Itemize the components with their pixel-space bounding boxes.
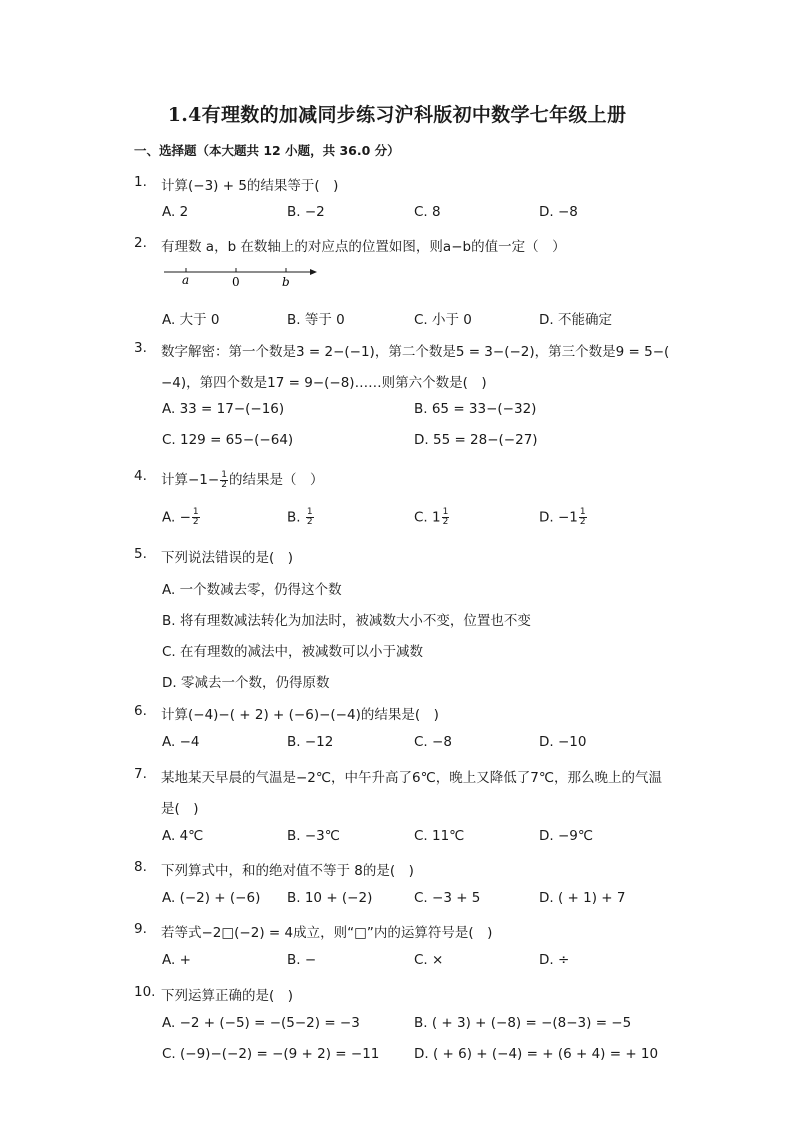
option-b: B. 10 + (−2) — [287, 890, 373, 906]
option-b: B. −12 — [287, 734, 334, 750]
option-d: D. 零减去一个数，仍得原数 — [162, 675, 330, 691]
question-number: 3. — [134, 340, 147, 356]
question-number: 5. — [134, 546, 147, 562]
question-text: 某地某天早晨的气温是−2℃，中午升高了6℃，晚上又降低了7℃，那么晚上的气温 — [161, 770, 663, 786]
fraction: $\frac{1}{2}$ — [442, 507, 449, 527]
question-text: 若等式−2□(−2) = 4成立，则“□”内的运算符号是( ) — [161, 925, 493, 941]
question-number: 2. — [134, 235, 147, 251]
option-d: D. ( + 1) + 7 — [539, 890, 626, 906]
option-c: C. 在有理数的减法中，被减数可以小于减数 — [162, 644, 424, 660]
question-text: 计算(−3) + 5的结果等于( ) — [161, 178, 339, 194]
option-d: D. ÷ — [539, 952, 570, 968]
option-a: A. + — [162, 952, 191, 968]
number-line-figure — [162, 262, 322, 292]
point-a-label: a — [182, 273, 190, 287]
fraction: $\frac{1}{2}$ — [579, 507, 586, 527]
question-number: 4. — [134, 468, 147, 484]
option-a: A. 33 = 17−(−16) — [162, 401, 285, 417]
question-text-continued: −4)，第四个数是17 = 9−(−8)……则第六个数是( ) — [161, 375, 487, 391]
option-d: D. −8 — [539, 204, 578, 220]
option-c: C. −8 — [414, 734, 452, 750]
option-a: A. −4 — [162, 734, 200, 750]
section-heading: 一、选择题（本大题共 12 小题，共 36.0 分） — [134, 143, 400, 158]
option-c: C. 8 — [414, 204, 441, 220]
fraction: $\frac{1}{2}$ — [192, 507, 199, 527]
option-a: A. (−2) + (−6) — [162, 890, 261, 906]
option-c: C. × — [414, 952, 444, 968]
question-text: 有理数 a，b 在数轴上的对应点的位置如图，则a−b的值一定（ ） — [161, 239, 566, 255]
option-c: C. 11℃ — [414, 828, 465, 844]
option-b: B. 将有理数减法转化为加法时，被减数大小不变，位置也不变 — [162, 613, 531, 629]
option-b: B. −3℃ — [287, 828, 340, 844]
question-number: 8. — [134, 859, 147, 875]
option-a: A. − $\frac{1}{2}$ — [162, 507, 199, 527]
option-d: D. −9℃ — [539, 828, 594, 844]
option-b: B. ( + 3) + (−8) = −(8−3) = −5 — [414, 1015, 632, 1031]
point-b-label: b — [282, 275, 290, 289]
question-number: 9. — [134, 921, 147, 937]
option-a: A. 一个数减去零，仍得这个数 — [162, 582, 342, 598]
question-number: 10. — [134, 984, 156, 1000]
option-c: C. (−9)−(−2) = −(9 + 2) = −11 — [162, 1046, 380, 1062]
option-b: B. $\frac{1}{2}$ — [287, 507, 313, 527]
point-zero-label: 0 — [232, 275, 240, 289]
option-d: D. 55 = 28−(−27) — [414, 432, 538, 448]
option-b: B. −2 — [287, 204, 325, 220]
question-text: 下列算式中，和的绝对值不等于 8的是( ) — [161, 863, 414, 879]
question-number: 7. — [134, 766, 147, 782]
question-number: 6. — [134, 703, 147, 719]
question-text: 计算(−4)−( + 2) + (−6)−(−4)的结果是( ) — [161, 707, 439, 723]
option-c: C. 129 = 65−(−64) — [162, 432, 294, 448]
page-title: 1.4有理数的加减同步练习沪科版初中数学七年级上册 — [167, 104, 627, 126]
option-b: B. − — [287, 952, 317, 968]
question-text: 计算−1− $\frac{1}{2}$ 的结果是（ ） — [161, 469, 324, 490]
option-a: A. 4℃ — [162, 828, 204, 844]
option-a: A. −2 + (−5) = −(5−2) = −3 — [162, 1015, 360, 1031]
option-d: D. ( + 6) + (−4) = + (6 + 4) = + 10 — [414, 1046, 659, 1062]
question-text: 下列说法错误的是( ) — [161, 550, 294, 566]
option-d: D. 不能确定 — [539, 312, 612, 328]
option-a: A. 大于 0 — [162, 312, 220, 328]
question-text: 下列运算正确的是( ) — [161, 988, 294, 1004]
option-c: C. 1 $\frac{1}{2}$ — [414, 507, 449, 527]
option-b: B. 等于 0 — [287, 312, 345, 328]
fraction: $\frac{1}{2}$ — [306, 507, 313, 527]
option-d: D. −1 $\frac{1}{2}$ — [539, 507, 586, 527]
option-c: C. −3 + 5 — [414, 890, 481, 906]
question-text: 数字解密：第一个数是3 = 2−(−1)，第二个数是5 = 3−(−2)，第三个数是9 = 5−( — [161, 344, 670, 360]
option-c: C. 小于 0 — [414, 312, 472, 328]
option-d: D. −10 — [539, 734, 587, 750]
fraction: $\frac{1}{2}$ — [221, 469, 227, 490]
question-text-continued: 是( ) — [161, 801, 199, 817]
option-a: A. 2 — [162, 204, 189, 220]
option-b: B. 65 = 33−(−32) — [414, 401, 537, 417]
question-number: 1. — [134, 174, 147, 190]
